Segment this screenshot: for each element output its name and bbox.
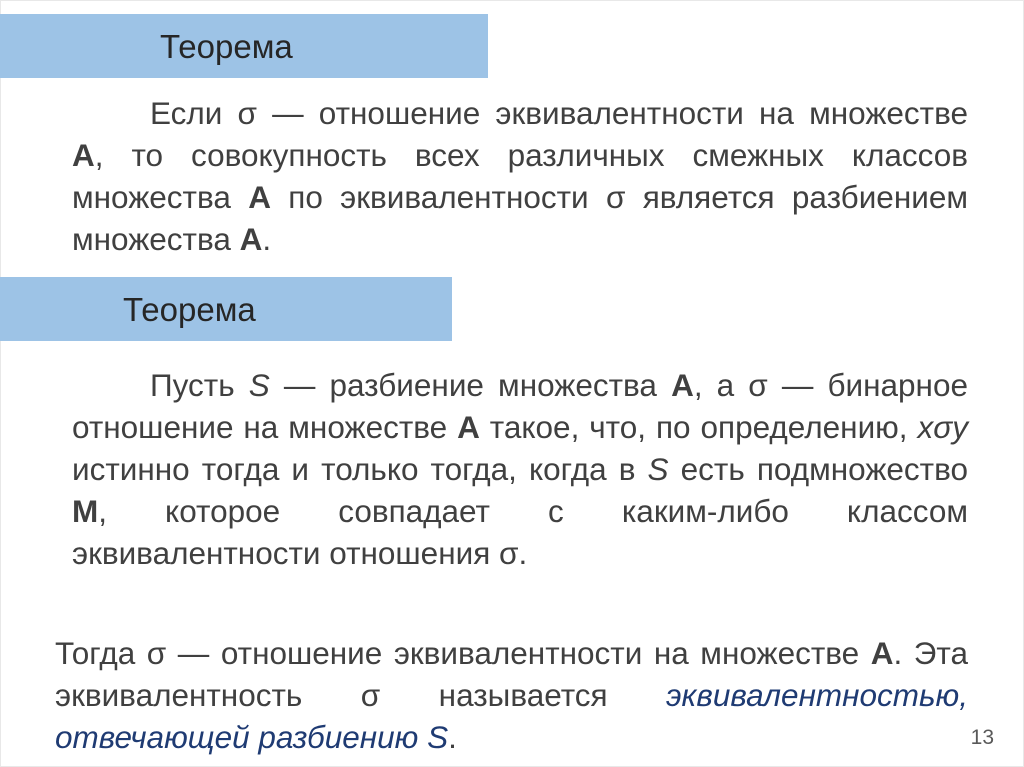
p2-part-a: Пусть bbox=[150, 367, 249, 403]
p1-part-g: . bbox=[262, 221, 272, 257]
p2-part-c: — разбиение множества bbox=[269, 367, 672, 403]
p3-part-c: . Эта эквивалентность σ называется bbox=[55, 635, 968, 713]
p2-partition-s-2: S bbox=[647, 451, 669, 487]
page-number: 13 bbox=[970, 726, 994, 749]
conclusion-text bbox=[55, 632, 968, 758]
p2-part-k: есть подмножество bbox=[668, 451, 968, 487]
p3-part-a: Тогда σ — отношение эквивалентности на множестве bbox=[55, 635, 871, 671]
theorem-2-text bbox=[72, 364, 968, 574]
p3-term: эквивалентностью, отвечающей разбиению bbox=[55, 677, 968, 755]
p3-part-f: . bbox=[448, 719, 457, 755]
p3-term-s: S bbox=[427, 719, 449, 755]
p1-part-a: Если σ — отношение эквивалентности на множестве bbox=[150, 95, 968, 131]
theorem-heading-2 bbox=[0, 277, 452, 341]
theorem-heading-2-label: Теорема bbox=[123, 291, 256, 328]
p1-set-a-3: А bbox=[239, 221, 263, 257]
p2-subset-m: M bbox=[72, 493, 99, 529]
p1-set-a-2: А bbox=[248, 179, 271, 215]
p1-part-e: по эквивалентности σ является разбиением множества bbox=[72, 179, 968, 257]
p1-set-a-1: А bbox=[72, 137, 95, 173]
p3-set-a: А bbox=[870, 635, 894, 671]
theorem-heading-1 bbox=[0, 14, 488, 78]
p2-part-g: такое, что, по определению, bbox=[479, 409, 918, 445]
p2-set-a-2: А bbox=[457, 409, 480, 445]
p2-part-m: , которое совпадает с каким-либо классом эквивалентности отношения σ. bbox=[72, 493, 968, 571]
p2-partition-s-1: S bbox=[248, 367, 270, 403]
p2-set-a-1: А bbox=[671, 367, 694, 403]
p1-part-c: , то совокупность всех различных смежных классов множества bbox=[72, 137, 968, 215]
p2-relation-xsy: xσy bbox=[917, 409, 968, 445]
p2-part-e: , а σ — бинарное отношение на множестве bbox=[72, 367, 968, 445]
theorem-heading-1-label: Теорема bbox=[160, 28, 293, 65]
theorem-1-text bbox=[72, 92, 968, 260]
p2-part-i: истинно тогда и только тогда, когда в bbox=[72, 451, 648, 487]
